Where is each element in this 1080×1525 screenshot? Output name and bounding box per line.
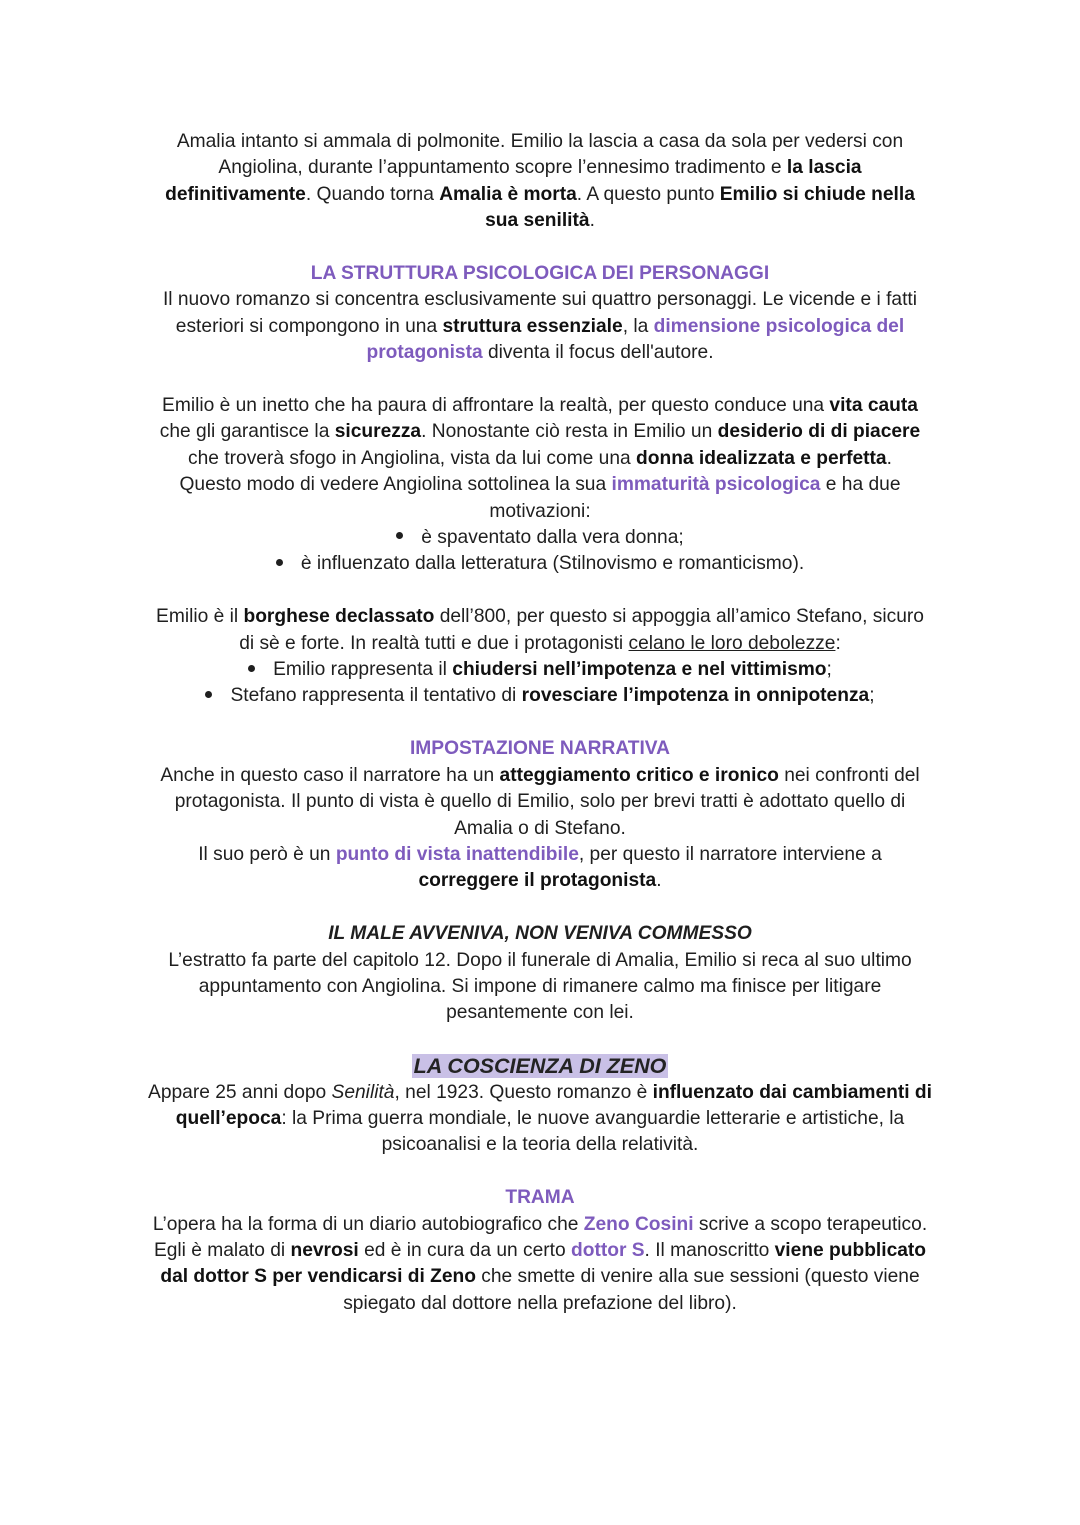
text-line: pesantemente con lei. [446,1002,634,1024]
text-line: che troverà sfogo in Angiolina, vista da lui come una donna idealizzata e perfetta. [188,447,892,469]
text-line: esteriori si compongono in una struttura essenziale, la dimensione psicologica del [175,315,905,337]
borghese-paragraph [130,604,950,710]
text-line: protagonista diventa il focus dell'autore. [366,342,714,364]
intro-paragraph [130,129,950,235]
text-line: L’opera ha la forma di un diario autobiografico che Zeno Cosini scrive a scopo terapeutico. [152,1213,928,1235]
list-item: Emilio rappresenta il chiudersi nell’impotenza e nel vittimismo; [130,657,950,683]
text-line: sua senilità. [485,210,595,232]
bullet-icon [205,691,212,698]
text-line: Amalia o di Stefano. [454,817,626,839]
text-line: che gli garantisce la sicurezza. Nonostante ciò resta in Emilio un desiderio di di piacere [159,421,921,443]
text-line: protagonista. Il punto di vista è quello di Emilio, solo per brevi tratti è adottato quello di [174,791,906,813]
text-line: spiegato dal dottore nella prefazione del libro). [343,1292,737,1314]
text-line: Questo modo di vedere Angiolina sottolinea la sua immaturità psicologica e ha due [179,474,901,496]
text-line: Emilio è un inetto che ha paura di affrontare la realtà, per questo conduce una vita cauta [162,395,918,417]
chapter-title: LA COSCIENZA DI ZENO [413,1054,667,1079]
text-line: motivazioni: [489,500,591,522]
text-line: Amalia intanto si ammala di polmonite. Emilio la lascia a casa da sola per vedersi con [176,131,904,152]
text-line: Egli è malato di nevrosi ed è in cura da un certo dottor S. Il manoscritto viene pubblicato [153,1239,927,1261]
text-line: Emilio è il borghese declassato dell’800, per questo si appoggia all’amico Stefano, sicuro [156,606,924,628]
text-line: psicoanalisi e la teoria della relatività. [381,1134,699,1156]
bullet-icon [276,559,283,566]
list-item: è spaventato dalla vera donna; [130,525,950,551]
text-line: Appare 25 anni dopo Senilità, nel 1923. Questo romanzo è influenzato dai cambiamenti di [148,1081,932,1103]
text-line: L’estratto fa parte del capitolo 12. Dopo il funerale di Amalia, Emilio si reca al suo ultimo [168,949,912,971]
list-item: Stefano rappresenta il tentativo di rovesciare l’impotenza in onnipotenza; [130,683,950,709]
text-line: Angiolina, durante l’appuntamento scopre l’ennesimo tradimento e la lascia [218,157,862,179]
text-line: appuntamento con Angiolina. Si impone di rimanere calmo ma finisce per litigare [198,975,882,997]
section-heading: IMPOSTAZIONE NARRATIVA [409,738,671,760]
section-heading: LA STRUTTURA PSICOLOGICA DEI PERSONAGGI [310,263,770,285]
section-narrativa [130,736,950,894]
text-line: Il suo però è un punto di vista inattendibile, per questo il narratore interviene a [198,843,882,865]
section-heading: IL MALE AVVENIVA, NON VENIVA COMMESSO [328,923,752,945]
bullet-icon [248,665,255,672]
section-zeno [130,1053,950,1159]
section-trama [130,1185,950,1317]
text-line: correggere il protagonista. [418,870,662,892]
list-item: è influenzato dalla letteratura (Stilnovismo e romanticismo). [130,551,950,577]
section-male [130,921,950,1027]
text-line: dal dottor S per vendicarsi di Zeno che smette di venire alla sue sessioni (questo viene [160,1266,920,1288]
text-line: di sè e forte. In realtà tutti e due i protagonisti celano le loro debolezze: [239,632,841,654]
section-psicologica [130,261,950,367]
text-line: Anche in questo caso il narratore ha un atteggiamento critico e ironico nei confronti del [160,764,920,786]
section-heading: TRAMA [505,1187,575,1209]
text-line: definitivamente. Quando torna Amalia è morta. A questo punto Emilio si chiude nella [165,183,915,205]
text-line: Il nuovo romanzo si concentra esclusivamente sui quattro personaggi. Le vicende e i fatti [162,289,918,311]
bullet-icon [396,532,403,539]
emilio-paragraph [130,393,950,578]
text-line: quell’epoca: la Prima guerra mondiale, le nuove avanguardie letterarie e artistiche, la [175,1107,905,1129]
